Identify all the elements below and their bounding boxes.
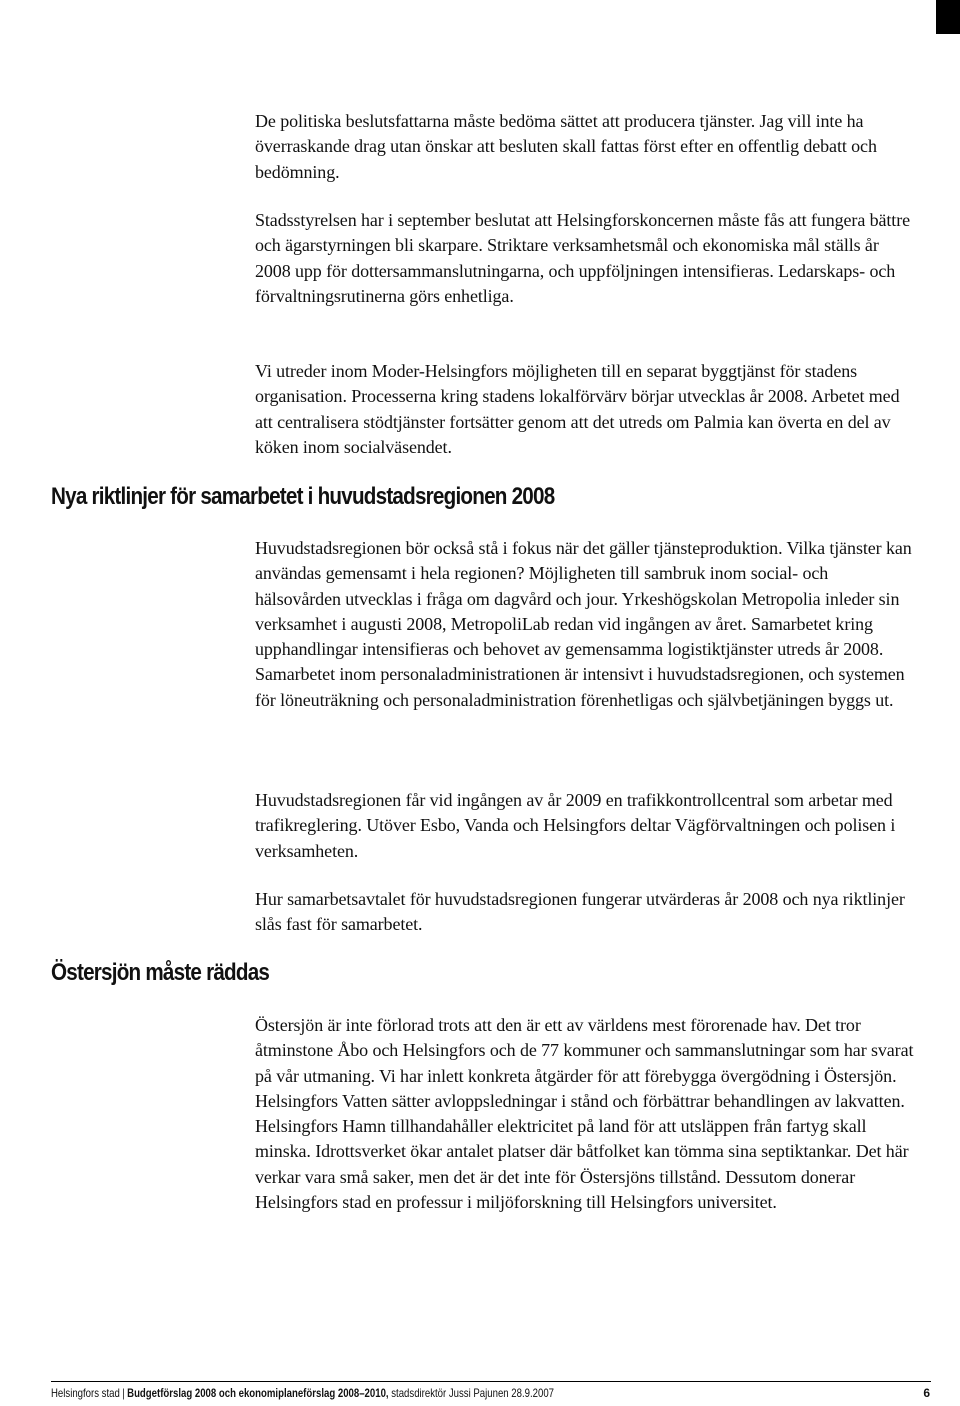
paragraph-tjansteproduktion: Huvudstadsregionen bör också stå i fokus när det gäller tjänsteproduktion. Vilka tjänster kan användas gemensamt i hela regionen? Möjligheten till sambruk inom social- och hälsovården utvecklas i fråga om dagvård och jour. Yrkeshögskolan Metropolia inleder sin verksamhet i augusti 2008, MetropoliLab redan vid ingången av året. Samarbetet kring upphandlingar intensifieras och behovet av gemensamma logistiktjänster utreds år 2008. Samarbetet inom personaladministrationen är intensivt i huvudstadsregionen, och systemen för löneuträkning och personaladministration förenhetligas och självbetjäningen byggs ut. — [255, 538, 912, 710]
paragraph-politiska: De politiska beslutsfattarna måste bedöma sättet att producera tjänster. Jag vill inte ha överraskande drag utan önskar att besluten skall fattas först efter en offentlig debatt och bedömning. — [255, 111, 877, 182]
footer-rule — [51, 1381, 931, 1382]
footer-separator: | — [122, 1386, 125, 1400]
heading-ostersjon: Östersjön måste räddas — [51, 959, 270, 986]
paragraph-moder-helsingfors: Vi utreder inom Moder-Helsingfors möjligheten till en separat byggtjänst för stadens organisation. Processerna kring stadens lokalförvärv börjar utvecklas år 2008. Arbetet med att centralisera stödtjänster fortsätter genom att det utreds om Palmia kan överta en del av köken inom socialväsendet. — [255, 361, 900, 457]
paragraph-trafikkontroll: Huvudstadsregionen får vid ingången av år 2009 en trafikkontrollcentral som arbetar med trafikreglering. Utöver Esbo, Vanda och Helsingfors deltar Vägförvaltningen och polisen i verksamheten. — [255, 790, 896, 861]
footer-org: Helsingfors stad — [51, 1386, 120, 1400]
paragraph-ostersjon: Östersjön är inte förlorad trots att den är ett av världens mest förorenade hav. Det tror åtminstone Åbo och Helsingfors och de 77 kommuner och sammanslutningar som har svarat på vår utmaning. Vi har inlett konkreta åtgärder för att förebygga övergödning i Östersjön. Helsingfors Vatten sätter avloppsledningar i stånd och förbättrar behandlingen av lakvatten. Helsingfors Hamn tillhandahåller elektricitet på land för att utsläppen från fartyg skall minska. Idrottsverket ökar antalet platser där båtfolket kan tömma sina septiktankar. Det här verkar vara små saker, men det är det inte för Östersjöns tillstånd. Dessutom donerar Helsingfors stad en professur i miljöforskning till Helsingfors universitet. — [255, 1015, 914, 1213]
paragraph-stadsstyrelsen: Stadsstyrelsen har i september beslutat att Helsingforskoncernen måste fås att fungera bättre och ägarstyrningen bli skarpare. Striktare verksamhetsmål och ekonomiska mål ställs år 2008 upp för dottersammanslutningarna, och uppföljningen intensifieras. Ledarskaps- och förvaltningsrutinerna görs enhetliga. — [255, 210, 910, 306]
heading-huvudstadsregionen: Nya riktlinjer för samarbetet i huvudstadsregionen 2008 — [51, 483, 555, 510]
paragraph-samarbetsavtalet: Hur samarbetsavtalet för huvudstadsregionen fungerar utvärderas år 2008 och nya riktlinjer slås fast för samarbetet. — [255, 889, 905, 935]
corner-mark-icon — [936, 0, 960, 34]
footer-author: stadsdirektör Jussi Pajunen 28.9.2007 — [388, 1386, 555, 1400]
footer-text — [51, 1386, 554, 1400]
page-number: 6 — [923, 1386, 930, 1400]
footer-title: Budgetförslag 2008 och ekonomiplaneförslag 2008–2010, — [127, 1386, 389, 1400]
